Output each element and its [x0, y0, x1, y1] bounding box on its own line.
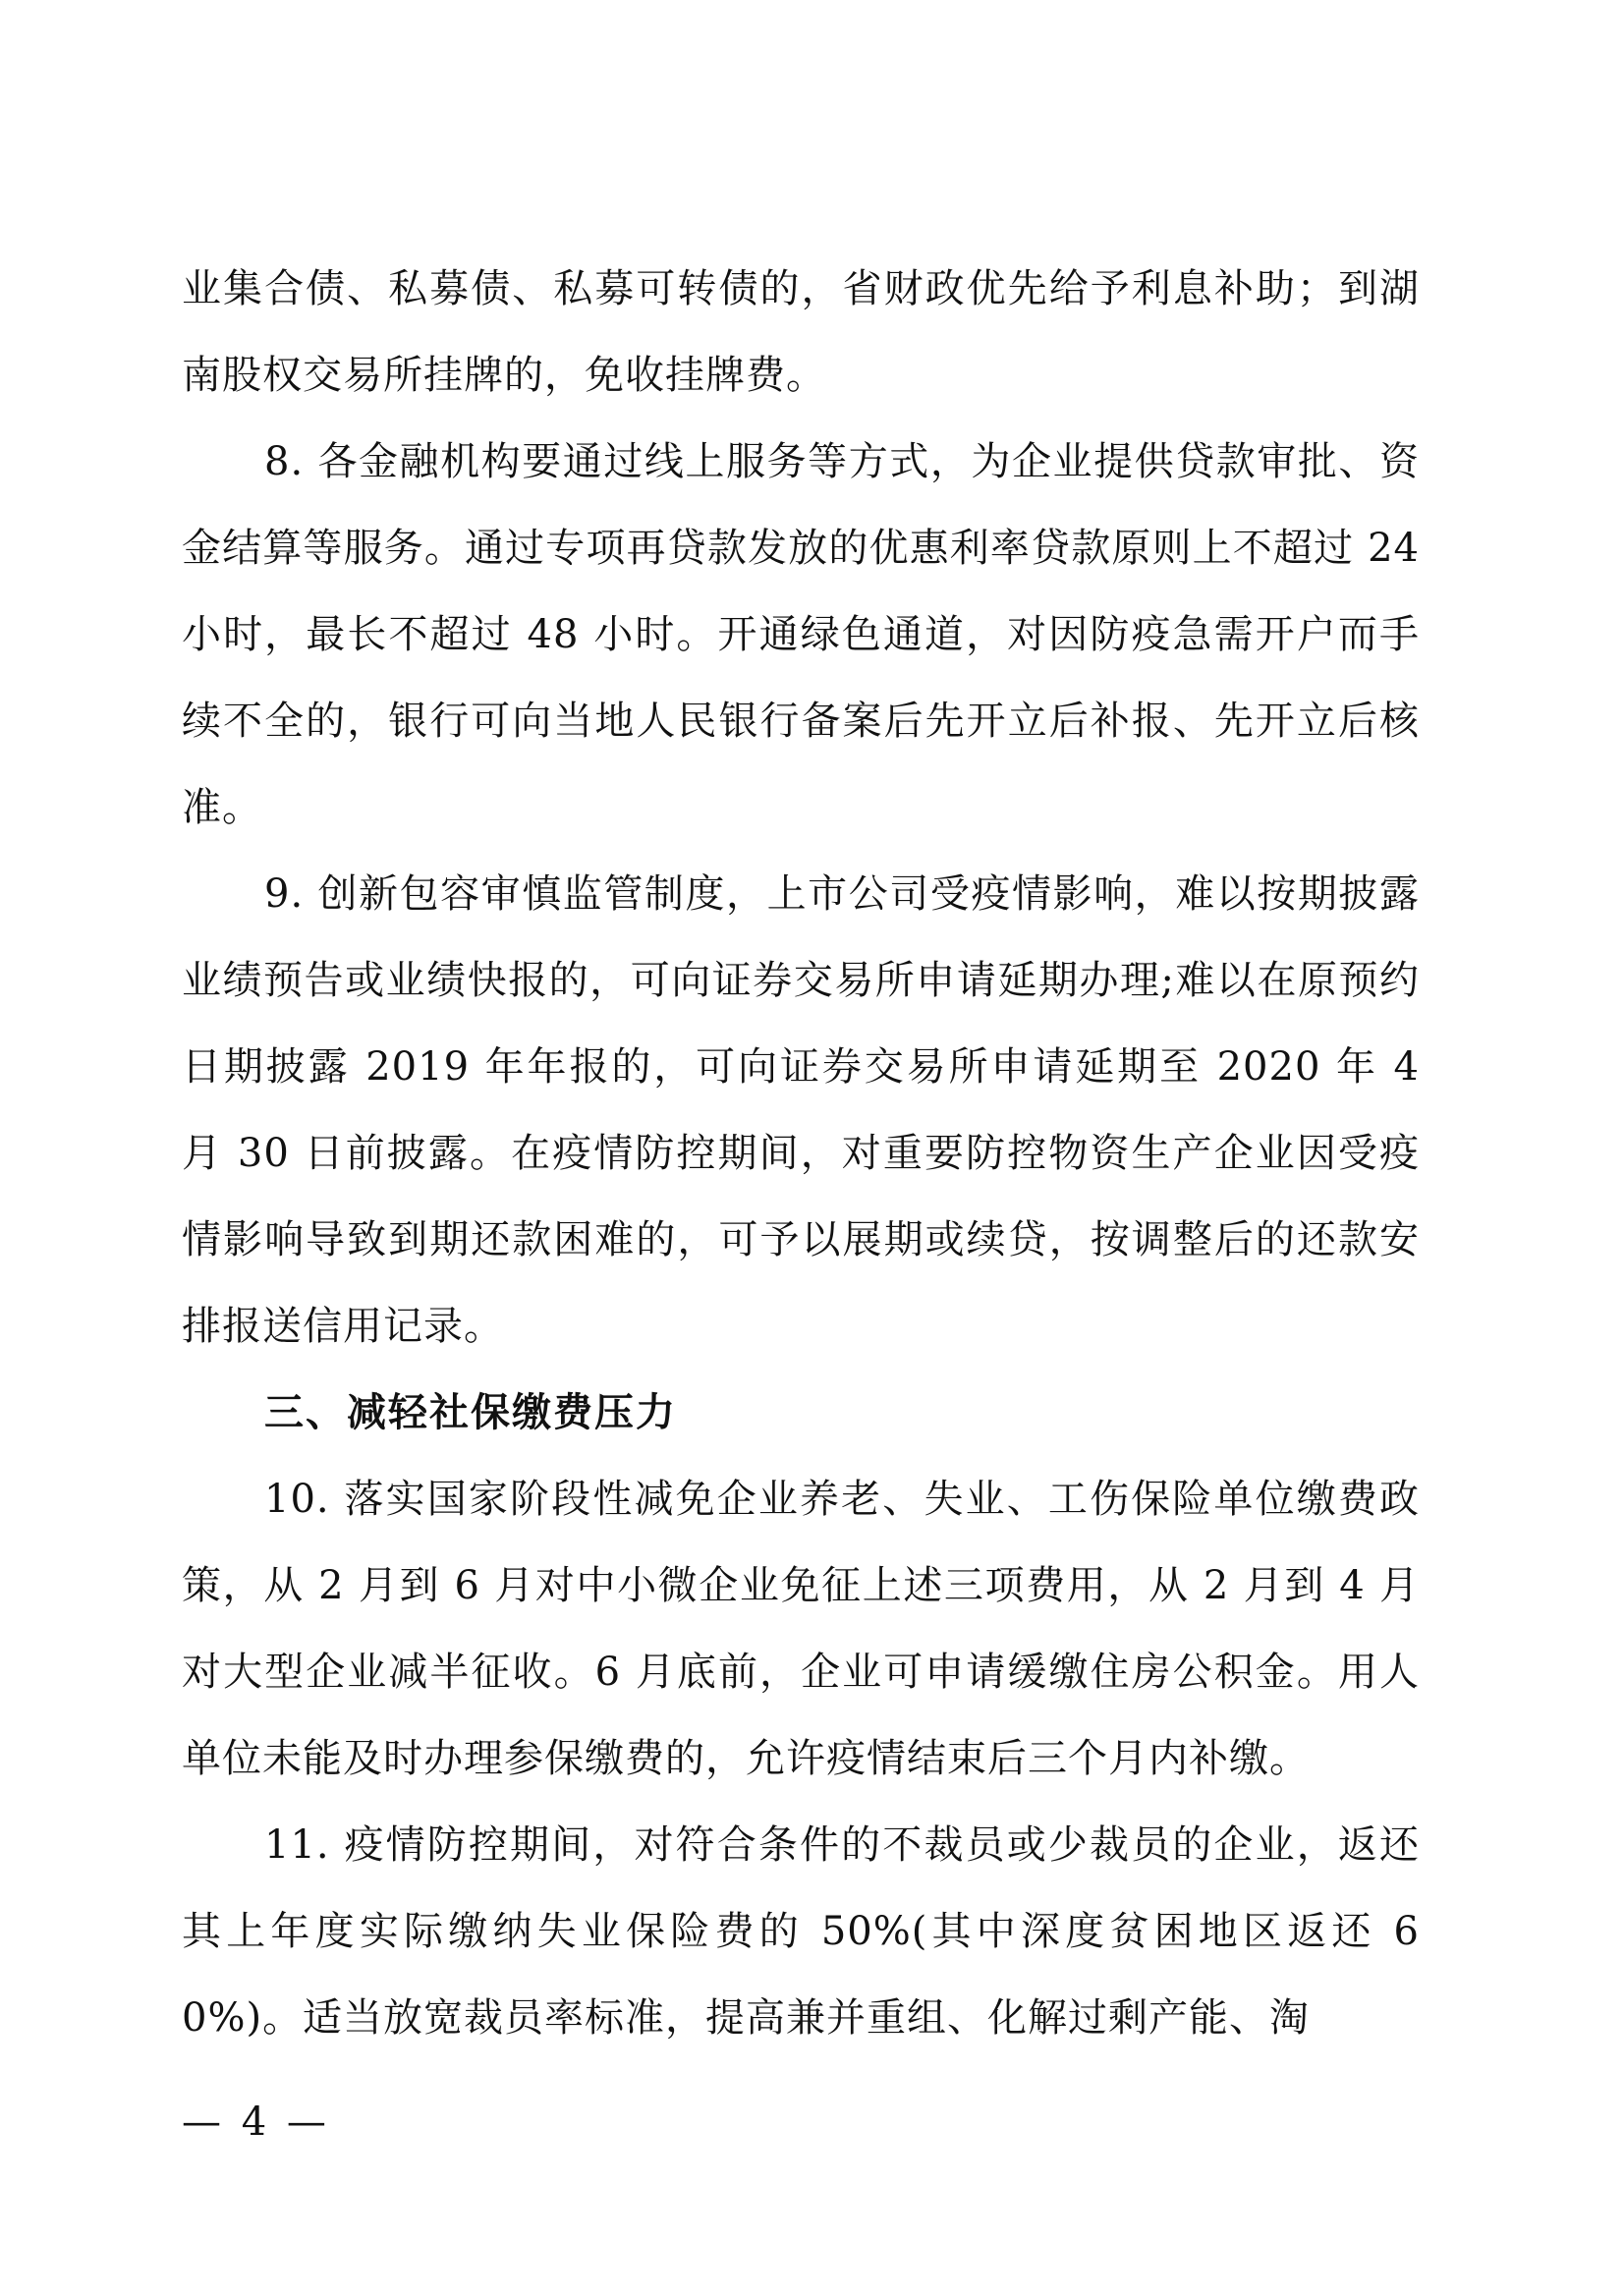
document-body	[182, 246, 1420, 2061]
paragraph-item-10: 10. 落实国家阶段性减免企业养老、失业、工伤保险单位缴费政策，从 2 月到 6 月对中小微企业免征上述三项费用，从 2 月到 4 月对大型企业减半征收。6 月底前，企业可申请缓缴住房公积金。用人单位未能及时办理参保缴费的，允许疫情结束后三个月内补缴。	[182, 1477, 1420, 1781]
paragraph-item-8: 8. 各金融机构要通过线上服务等方式，为企业提供贷款审批、资金结算等服务。通过专项再贷款发放的优惠利率贷款原则上不超过 24 小时，最长不超过 48 小时。开通绿色通道，对因防疫急需开户而手续不全的，银行可向当地人民银行备案后先开立后补报、先开立后核准。	[182, 439, 1420, 830]
paragraph-continued: 业集合债、私募债、私募可转债的，省财政优先给予利息补助；到湖南股权交易所挂牌的，免收挂牌费。	[182, 266, 1420, 398]
paragraph-item-11: 11. 疫情防控期间，对符合条件的不裁员或少裁员的企业，返还其上年度实际缴纳失业保险费的 50%(其中深度贫困地区返还 60%)。适当放宽裁员率标准，提高兼并重组、化解过剩产能、淘	[182, 1822, 1420, 2041]
paragraph-item-9: 9. 创新包容审慎监管制度，上市公司受疫情影响，难以按期披露业绩预告或业绩快报的，可向证券交易所申请延期办理;难以在原预约日期披露 2019 年年报的，可向证券交易所申请延期至 2020 年 4 月 30 日前披露。在疫情防控期间，对重要防控物资生产企业因受疫情影响导致到期还款困难的，可予以展期或续贷，按调整后的还款安排报送信用记录。	[182, 871, 1420, 1349]
section-heading: 三、减轻社保缴费压力	[264, 1390, 677, 1435]
page-number: — 4 —	[182, 2100, 330, 2145]
